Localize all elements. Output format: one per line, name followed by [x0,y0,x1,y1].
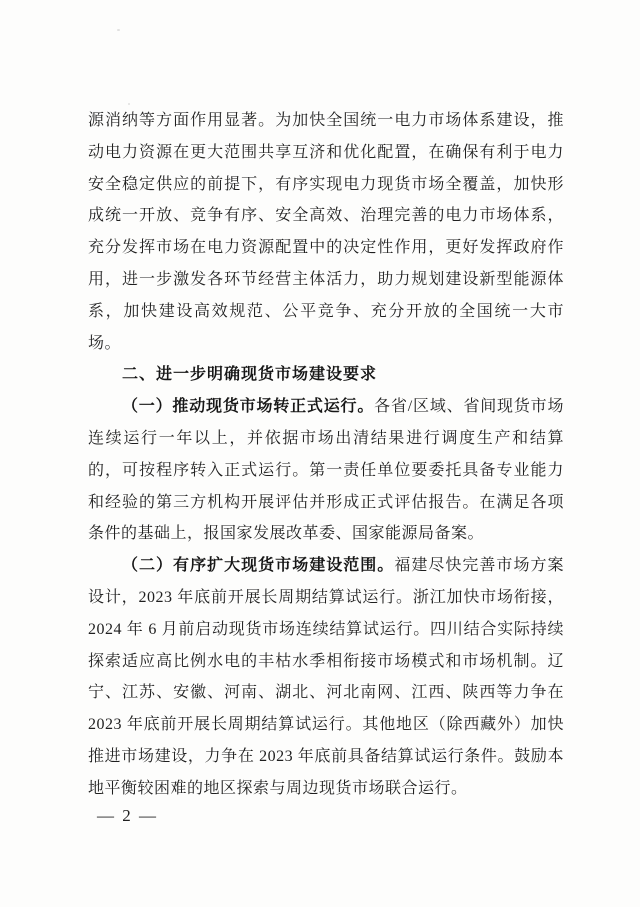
text-line [88,614,564,646]
scan-speck [117,29,120,31]
text-segment: 场。 [88,334,122,352]
text-segment: 各省/区域、省间现货市场 [374,398,564,416]
text-segment: 充分发挥市场在电力资源配置中的决定性作用，更好发挥政府作 [88,239,564,257]
text-segment: 地平衡较困难的地区探索与周边现货市场联合运行。 [88,779,468,797]
text-line [88,391,564,423]
text-segment: 宁、江苏、安徽、河南、湖北、河北南网、江西、陕西等力争在 [88,684,564,702]
text-segment: 系，加快建设高效规范、公平竞争、充分开放的全国统一大市 [88,302,564,320]
text-segment: 条件的基础上，报国家发展改革委、国家能源局备案。 [88,525,485,543]
text-line [88,582,564,614]
text-segment: 连续运行一年以上，并依据市场出清结果进行调度生产和结算 [88,429,564,447]
text-line [88,741,564,773]
text-segment: 成统一开放、竞争有序、安全高效、治理完善的电力市场体系， [88,207,564,225]
text-line [88,200,564,232]
text-segment: 动电力资源在更大范围共享互济和优化配置，在确保有利于电力 [88,143,564,161]
text-segment: 的，可按程序转入正式运行。第一责任单位要委托具备专业能力 [88,461,564,479]
text-segment: 设计，2023 年底前开展长周期结算试运行。浙江加快市场衔接， [88,588,564,606]
text-line [88,550,564,582]
text-line [88,709,564,741]
text-block [88,105,564,805]
text-segment: 推进市场建设，力争在 2023 年底前具备结算试运行条件。鼓励本 [88,747,564,765]
text-line [88,105,564,137]
text-segment: 用，进一步激发各环节经营主体活力，助力规划建设新型能源体 [88,270,564,288]
text-line [88,328,564,360]
text-segment: 福建尽快完善市场方案 [394,557,564,575]
text-line [88,518,564,550]
text-line [88,773,564,805]
text-line [88,455,564,487]
text-line [88,264,564,296]
text-line [88,677,564,709]
text-line [88,487,564,519]
text-line [88,646,564,678]
text-segment: （二）有序扩大现货市场建设范围。 [122,557,395,575]
text-segment: （一）推动现货市场转正式运行。 [122,398,375,416]
text-segment: 安全稳定供应的前提下，有序实现电力现货市场全覆盖，加快形 [88,175,564,193]
text-line [88,232,564,264]
page-number: — 2 — [97,806,158,825]
section-heading [88,359,564,391]
text-segment: 2024 年 6 月前启动现货市场连续结算试运行。四川结合实际持续 [88,620,564,638]
text-segment: 二、进一步明确现货市场建设要求 [122,366,378,384]
text-segment: 源消纳等方面作用显著。为加快全国统一电力市场体系建设，推 [88,112,564,129]
text-segment: 探索适应高比例水电的丰枯水季相衔接市场模式和市场机制。辽 [88,652,564,670]
text-line [88,296,564,328]
text-segment: 和经验的第三方机构开展评估并形成正式评估报告。在满足各项 [88,493,564,511]
text-segment: 2023 年底前开展长周期结算试运行。其他地区（除西藏外）加快 [88,716,564,734]
text-line [88,423,564,455]
text-line [88,137,564,169]
text-line [88,169,564,201]
